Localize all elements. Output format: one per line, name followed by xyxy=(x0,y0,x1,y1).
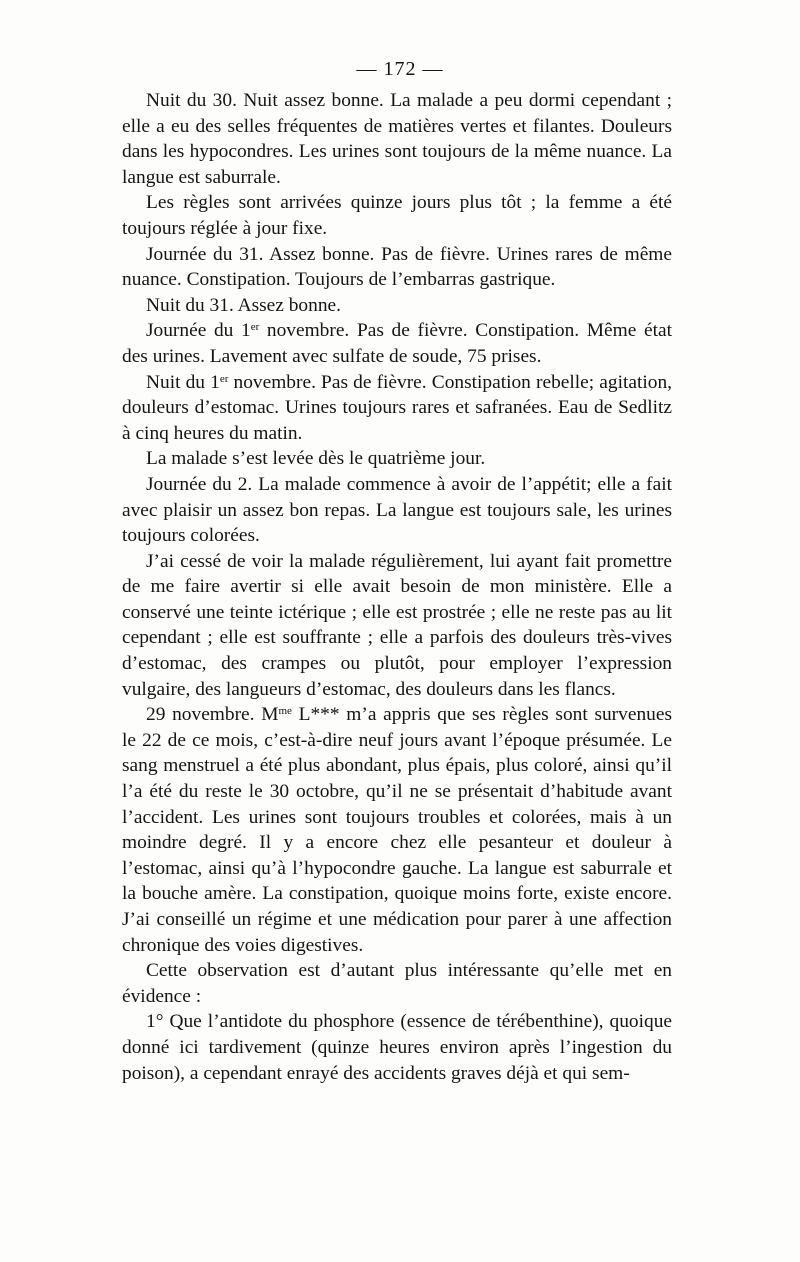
text-run: L*** m’a appris que ses règles sont survenues le 22 de ce mois, c’est-à-dire neuf jours avant l’époque présumée. Le sang menstruel a été plus abondant, plus épais, plus coloré, ainsi qu’il l’a été du reste le 30 octobre, qu’il ne se présentait d’habitude avant l’accident. Les urines sont toujours troubles et colorées, mais à un moindre degré. Il y a encore chez elle pesanteur et douleur à l’estomac, ainsi qu’à l’hypocondre gauche. La langue est saburrale et la bouche amère. La constipation, quoique moins forte, existe encore. J’ai conseillé un régime et une médication pour parer à une affection chronique des voies digestives. xyxy=(122,704,672,956)
paragraph xyxy=(122,318,672,369)
paragraph xyxy=(122,702,672,958)
text-run: J’ai cessé de voir la malade régulièrement, lui ayant fait promettre de me faire avertir si elle avait besoin de mon ministère. Elle a conservé une teinte ictérique ; elle est prostrée ; elle ne reste pas au lit cependant ; elle est souffrante ; elle a parfois des douleurs très-vives d’estomac, des crampes ou plutôt, pour employer l’expression vulgaire, des langueurs d’estomac, des douleurs dans les flancs. xyxy=(122,550,672,700)
paragraph xyxy=(122,88,672,190)
superscript: er xyxy=(250,321,260,334)
text-run: 29 novembre. M xyxy=(146,704,279,726)
text-run: Les règles sont arrivées quinze jours plus tôt ; la femme a été toujours réglée à jour fixe. xyxy=(122,192,672,239)
paragraph xyxy=(122,190,672,241)
text-run: Journée du 2. La malade commence à avoir de l’appétit; elle a fait avec plaisir un assez bon repas. La langue est toujours sale, les urines toujours colorées. xyxy=(122,473,672,547)
paragraph xyxy=(122,446,672,472)
paragraph xyxy=(122,958,672,1009)
text-run: novembre. Pas de fièvre. Constipation rebelle; agitation, douleurs d’estomac. Urines toujours rares et safranées. Eau de Sedlitz à cinq heures du matin. xyxy=(122,371,672,444)
superscript: me xyxy=(278,705,292,718)
paragraph xyxy=(122,549,672,703)
text-run: 1° Que l’antidote du phosphore (essence de térébenthine), quoique donné ici tardivement (quinze heures environ après l’ingestion du poison), a cependant enrayé des accidents graves déjà et qui sem- xyxy=(122,1011,672,1084)
text-run: Nuit du 31. Assez bonne. xyxy=(146,294,341,316)
paragraph xyxy=(122,242,672,293)
superscript: er xyxy=(219,372,229,385)
text-run: Journée du 31. Assez bonne. Pas de fièvre. Urines rares de même nuance. Constipation. Toujours de l’embarras gastrique. xyxy=(122,243,672,291)
page-number: — 172 — xyxy=(356,58,444,80)
body-text xyxy=(122,88,672,1086)
text-run: Cette observation est d’autant plus intéressante qu’elle met en évidence : xyxy=(122,960,672,1007)
text-run: Journée du 1 xyxy=(146,320,251,342)
paragraph xyxy=(122,293,672,319)
text-run: novembre. Pas de fièvre. Constipation. Même état des urines. Lavement avec sulfate de soude, 75 prises. xyxy=(122,320,672,367)
text-run: La malade s’est levée dès le quatrième jour. xyxy=(146,448,486,470)
paragraph xyxy=(122,1009,672,1086)
text-run: Nuit du 30. Nuit assez bonne. La malade a peu dormi cependant ; elle a eu des selles fréquentes de matières vertes et filantes. Douleurs dans les hypocondres. Les urines sont toujours de la même nuance. La langue est saburrale. xyxy=(122,90,672,188)
paragraph xyxy=(122,370,672,447)
text-run: Nuit du 1 xyxy=(146,371,220,393)
paragraph xyxy=(122,472,672,549)
